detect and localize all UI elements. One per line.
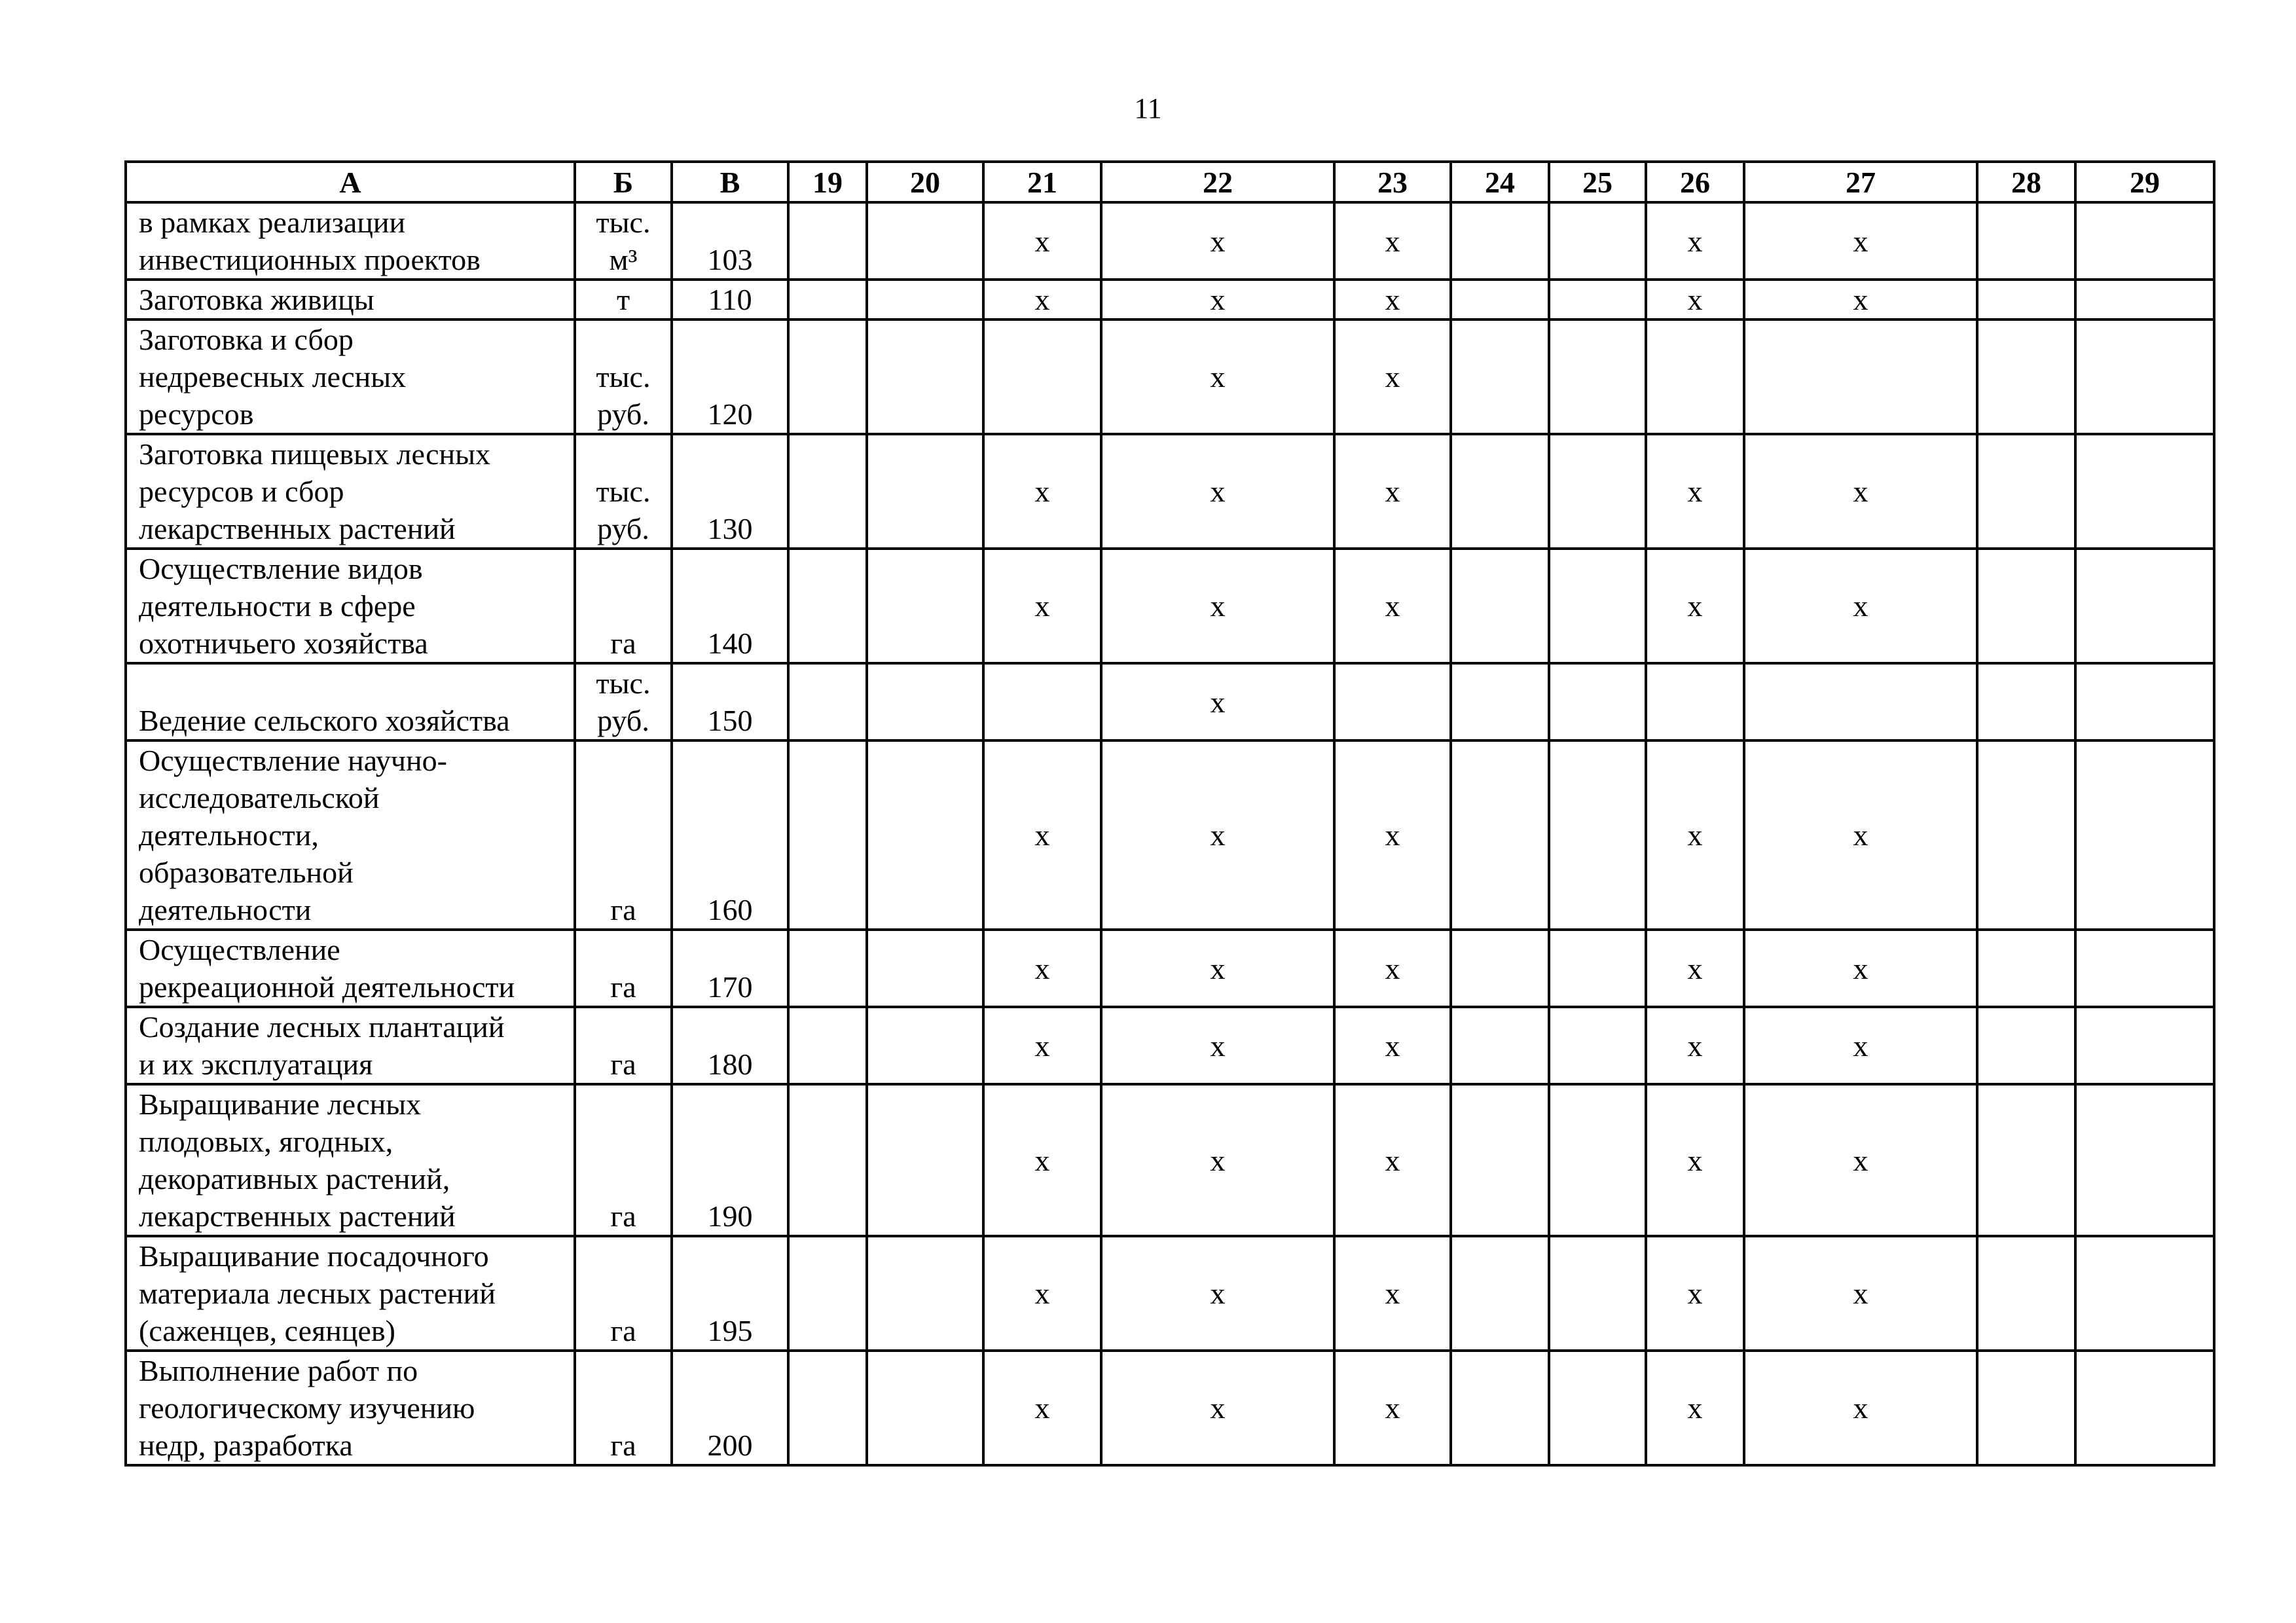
mark-cell — [867, 740, 983, 930]
column-header: 26 — [1646, 162, 1744, 202]
mark-cell — [1451, 663, 1549, 740]
mark-cell — [1977, 1236, 2075, 1351]
unit-line: тыс. — [596, 360, 651, 393]
unit-cell — [575, 1236, 672, 1351]
mark-cell — [2075, 1236, 2214, 1351]
mark-cell — [2075, 1351, 2214, 1465]
mark-cell: х — [1744, 1236, 1977, 1351]
mark-cell — [867, 202, 983, 280]
mark-cell — [867, 930, 983, 1007]
unit-cell — [575, 1007, 672, 1084]
row-name-cell — [126, 1084, 575, 1236]
unit-line: тыс. — [596, 475, 651, 508]
mark-cell — [1549, 280, 1646, 319]
row-name-line: Осуществление — [139, 933, 340, 966]
line-code-cell: 130 — [672, 434, 788, 549]
mark-cell: х — [1646, 930, 1744, 1007]
mark-cell: х — [1744, 1084, 1977, 1236]
mark-cell: х — [1334, 434, 1451, 549]
mark-cell: х — [1334, 549, 1451, 663]
column-header: 20 — [867, 162, 983, 202]
mark-cell: х — [1101, 202, 1334, 280]
table-row — [126, 663, 2214, 740]
unit-cell — [575, 663, 672, 740]
unit-cell — [575, 434, 672, 549]
unit-line: га — [610, 627, 636, 660]
mark-cell: х — [983, 1084, 1101, 1236]
mark-cell — [1646, 319, 1744, 434]
row-name-line: геологическому изучению — [139, 1391, 475, 1425]
mark-cell: х — [1101, 663, 1334, 740]
line-code-cell: 195 — [672, 1236, 788, 1351]
mark-cell — [1977, 202, 2075, 280]
mark-cell: х — [1744, 549, 1977, 663]
row-name-line: (саженцев, сеянцев) — [139, 1314, 395, 1347]
page-number: 11 — [1134, 92, 1162, 124]
mark-cell — [1549, 740, 1646, 930]
mark-cell: х — [1646, 202, 1744, 280]
mark-cell — [867, 1084, 983, 1236]
mark-cell: х — [1334, 319, 1451, 434]
line-code-cell: 150 — [672, 663, 788, 740]
mark-cell: х — [1334, 1007, 1451, 1084]
mark-cell: х — [1101, 1351, 1334, 1465]
table-header-row — [126, 162, 2214, 202]
mark-cell — [1549, 549, 1646, 663]
row-name-cell — [126, 663, 575, 740]
unit-line: тыс. — [596, 206, 651, 239]
unit-cell — [575, 549, 672, 663]
mark-cell: х — [1744, 434, 1977, 549]
mark-cell — [1451, 930, 1549, 1007]
mark-cell — [1549, 930, 1646, 1007]
mark-cell — [1646, 663, 1744, 740]
table-row — [126, 1236, 2214, 1351]
mark-cell — [788, 434, 867, 549]
mark-cell — [788, 1084, 867, 1236]
column-header: А — [126, 162, 575, 202]
unit-line: руб. — [597, 397, 649, 431]
mark-cell — [788, 740, 867, 930]
mark-cell — [2075, 280, 2214, 319]
mark-cell — [2075, 1084, 2214, 1236]
mark-cell: х — [1101, 740, 1334, 930]
mark-cell — [867, 1351, 983, 1465]
mark-cell — [867, 280, 983, 319]
row-name-line: ресурсов — [139, 397, 254, 431]
row-name-line: Выполнение работ по — [139, 1354, 418, 1387]
mark-cell — [2075, 930, 2214, 1007]
mark-cell: х — [1101, 1007, 1334, 1084]
mark-cell: х — [983, 280, 1101, 319]
mark-cell — [2075, 202, 2214, 280]
mark-cell — [788, 1236, 867, 1351]
column-header: 23 — [1334, 162, 1451, 202]
line-code-cell: 200 — [672, 1351, 788, 1465]
mark-cell — [1451, 202, 1549, 280]
mark-cell: х — [1646, 740, 1744, 930]
unit-line: га — [610, 1429, 636, 1462]
row-name-line: Осуществление научно- — [139, 744, 447, 777]
unit-cell — [575, 319, 672, 434]
mark-cell — [1549, 663, 1646, 740]
statistical-form-table — [124, 160, 2215, 1467]
mark-cell: х — [1334, 930, 1451, 1007]
mark-cell — [1451, 319, 1549, 434]
row-name-line: Осуществление видов — [139, 552, 423, 585]
mark-cell: х — [1101, 319, 1334, 434]
mark-cell: х — [983, 1351, 1101, 1465]
mark-cell: х — [1334, 202, 1451, 280]
line-code-cell: 180 — [672, 1007, 788, 1084]
row-name-line: лекарственных растений — [139, 1199, 456, 1233]
row-name-line: и их эксплуатация — [139, 1048, 373, 1081]
column-header: В — [672, 162, 788, 202]
mark-cell: х — [1334, 740, 1451, 930]
unit-line: м³ — [609, 243, 638, 276]
mark-cell — [788, 319, 867, 434]
mark-cell — [1451, 434, 1549, 549]
line-code-cell: 140 — [672, 549, 788, 663]
mark-cell — [867, 319, 983, 434]
row-name-cell — [126, 1007, 575, 1084]
row-name-line: в рамках реализации — [139, 206, 406, 239]
column-header: 24 — [1451, 162, 1549, 202]
mark-cell: х — [1646, 1007, 1744, 1084]
mark-cell: х — [983, 434, 1101, 549]
mark-cell: х — [983, 1007, 1101, 1084]
row-name-line: инвестиционных проектов — [139, 243, 481, 276]
mark-cell: х — [1646, 434, 1744, 549]
column-header: 27 — [1744, 162, 1977, 202]
unit-line: га — [610, 893, 636, 926]
mark-cell — [1977, 1007, 2075, 1084]
mark-cell: х — [1101, 549, 1334, 663]
line-code-cell: 170 — [672, 930, 788, 1007]
column-header: Б — [575, 162, 672, 202]
mark-cell — [1977, 1351, 2075, 1465]
mark-cell — [1977, 434, 2075, 549]
mark-cell: х — [983, 549, 1101, 663]
mark-cell — [2075, 1007, 2214, 1084]
mark-cell: х — [1334, 1084, 1451, 1236]
row-name-line: Заготовка и сбор — [139, 323, 354, 356]
mark-cell — [1549, 319, 1646, 434]
unit-cell — [575, 930, 672, 1007]
unit-cell — [575, 202, 672, 280]
row-name-line: деятельности в сфере — [139, 589, 416, 623]
table-row — [126, 319, 2214, 434]
mark-cell — [1549, 434, 1646, 549]
mark-cell — [1744, 319, 1977, 434]
unit-cell — [575, 280, 672, 319]
mark-cell — [788, 280, 867, 319]
mark-cell — [1451, 1007, 1549, 1084]
mark-cell: х — [1744, 930, 1977, 1007]
mark-cell: х — [1101, 1084, 1334, 1236]
row-name-line: лекарственных растений — [139, 512, 456, 545]
mark-cell — [1549, 1084, 1646, 1236]
mark-cell: х — [983, 740, 1101, 930]
mark-cell: х — [1744, 202, 1977, 280]
row-name-line: Выращивание посадочного — [139, 1239, 489, 1273]
line-code-cell: 120 — [672, 319, 788, 434]
row-name-cell — [126, 549, 575, 663]
row-name-line: плодовых, ягодных, — [139, 1125, 393, 1158]
row-name-line: деятельности, — [139, 818, 319, 852]
mark-cell — [867, 1007, 983, 1084]
mark-cell — [1451, 549, 1549, 663]
mark-cell — [2075, 663, 2214, 740]
row-name-line: ресурсов и сбор — [139, 475, 344, 508]
mark-cell — [788, 202, 867, 280]
unit-cell — [575, 1351, 672, 1465]
table-row — [126, 1351, 2214, 1465]
mark-cell: х — [1646, 1236, 1744, 1351]
unit-line: га — [610, 970, 636, 1004]
mark-cell: х — [983, 1236, 1101, 1351]
mark-cell: х — [1744, 1351, 1977, 1465]
row-name-line: Заготовка пищевых лесных — [139, 437, 491, 471]
table-body — [126, 202, 2214, 1465]
unit-line: га — [610, 1314, 636, 1347]
unit-line: га — [610, 1048, 636, 1081]
column-header: 29 — [2075, 162, 2214, 202]
mark-cell — [788, 1007, 867, 1084]
row-name-cell — [126, 319, 575, 434]
row-name-cell — [126, 1236, 575, 1351]
row-name-line: недревесных лесных — [139, 360, 407, 393]
mark-cell — [1977, 1084, 2075, 1236]
mark-cell — [788, 930, 867, 1007]
table-row — [126, 280, 2214, 319]
mark-cell — [1744, 663, 1977, 740]
row-name-line: Ведение сельского хозяйства — [139, 704, 510, 737]
mark-cell — [2075, 740, 2214, 930]
row-name-line: материала лесных растений — [139, 1277, 496, 1310]
mark-cell — [788, 663, 867, 740]
mark-cell: х — [1646, 1084, 1744, 1236]
table-row — [126, 740, 2214, 930]
line-code-cell: 103 — [672, 202, 788, 280]
mark-cell — [1451, 740, 1549, 930]
mark-cell: х — [983, 930, 1101, 1007]
table-row — [126, 1007, 2214, 1084]
mark-cell: х — [1646, 549, 1744, 663]
row-name-cell — [126, 202, 575, 280]
row-name-cell — [126, 930, 575, 1007]
row-name-line: рекреационной деятельности — [139, 970, 515, 1004]
mark-cell — [983, 319, 1101, 434]
mark-cell — [1549, 1236, 1646, 1351]
table-row — [126, 549, 2214, 663]
mark-cell — [2075, 434, 2214, 549]
mark-cell — [1977, 663, 2075, 740]
row-name-line: Выращивание лесных — [139, 1087, 422, 1121]
mark-cell — [1977, 280, 2075, 319]
mark-cell: х — [1334, 1236, 1451, 1351]
mark-cell — [1977, 319, 2075, 434]
mark-cell — [867, 549, 983, 663]
mark-cell: х — [983, 202, 1101, 280]
mark-cell: х — [1101, 280, 1334, 319]
mark-cell — [1977, 740, 2075, 930]
mark-cell — [1977, 930, 2075, 1007]
mark-cell: х — [1646, 280, 1744, 319]
mark-cell: х — [1101, 1236, 1334, 1351]
row-name-line: охотничьего хозяйства — [139, 627, 428, 660]
row-name-line: Создание лесных плантаций — [139, 1010, 505, 1044]
row-name-cell — [126, 740, 575, 930]
column-header: 25 — [1549, 162, 1646, 202]
mark-cell: х — [1334, 280, 1451, 319]
mark-cell — [983, 663, 1101, 740]
table-row — [126, 1084, 2214, 1236]
row-name-cell — [126, 280, 575, 319]
unit-line: руб. — [597, 512, 649, 545]
mark-cell — [1451, 280, 1549, 319]
table-row — [126, 930, 2214, 1007]
mark-cell — [2075, 319, 2214, 434]
mark-cell — [788, 1351, 867, 1465]
line-code-cell: 160 — [672, 740, 788, 930]
mark-cell — [2075, 549, 2214, 663]
mark-cell — [1334, 663, 1451, 740]
row-name-cell — [126, 434, 575, 549]
mark-cell — [1451, 1084, 1549, 1236]
mark-cell: х — [1101, 930, 1334, 1007]
row-name-line: образовательной — [139, 856, 354, 889]
mark-cell: х — [1646, 1351, 1744, 1465]
row-name-line: недр, разработка — [139, 1429, 353, 1462]
mark-cell — [867, 1236, 983, 1351]
unit-line: га — [610, 1199, 636, 1233]
mark-cell — [867, 663, 983, 740]
unit-line: руб. — [597, 704, 649, 737]
mark-cell: х — [1334, 1351, 1451, 1465]
unit-cell — [575, 740, 672, 930]
table-row — [126, 202, 2214, 280]
mark-cell — [867, 434, 983, 549]
mark-cell — [1549, 1007, 1646, 1084]
mark-cell — [1549, 202, 1646, 280]
mark-cell: х — [1744, 1007, 1977, 1084]
unit-cell — [575, 1084, 672, 1236]
line-code-cell: 110 — [672, 280, 788, 319]
column-header: 21 — [983, 162, 1101, 202]
unit-line: т — [616, 283, 630, 316]
line-code-cell: 190 — [672, 1084, 788, 1236]
row-name-line: исследовательской — [139, 781, 380, 814]
column-header: 28 — [1977, 162, 2075, 202]
unit-line: тыс. — [596, 666, 651, 700]
mark-cell — [1977, 549, 2075, 663]
mark-cell: х — [1744, 740, 1977, 930]
column-header: 19 — [788, 162, 867, 202]
row-name-line: декоративных растений, — [139, 1162, 450, 1195]
mark-cell — [1451, 1351, 1549, 1465]
mark-cell — [1549, 1351, 1646, 1465]
mark-cell: х — [1101, 434, 1334, 549]
mark-cell — [1451, 1236, 1549, 1351]
row-name-line: деятельности — [139, 893, 312, 926]
table-row — [126, 434, 2214, 549]
column-header: 22 — [1101, 162, 1334, 202]
row-name-cell — [126, 1351, 575, 1465]
mark-cell — [788, 549, 867, 663]
row-name-line: Заготовка живицы — [139, 283, 374, 316]
mark-cell: х — [1744, 280, 1977, 319]
